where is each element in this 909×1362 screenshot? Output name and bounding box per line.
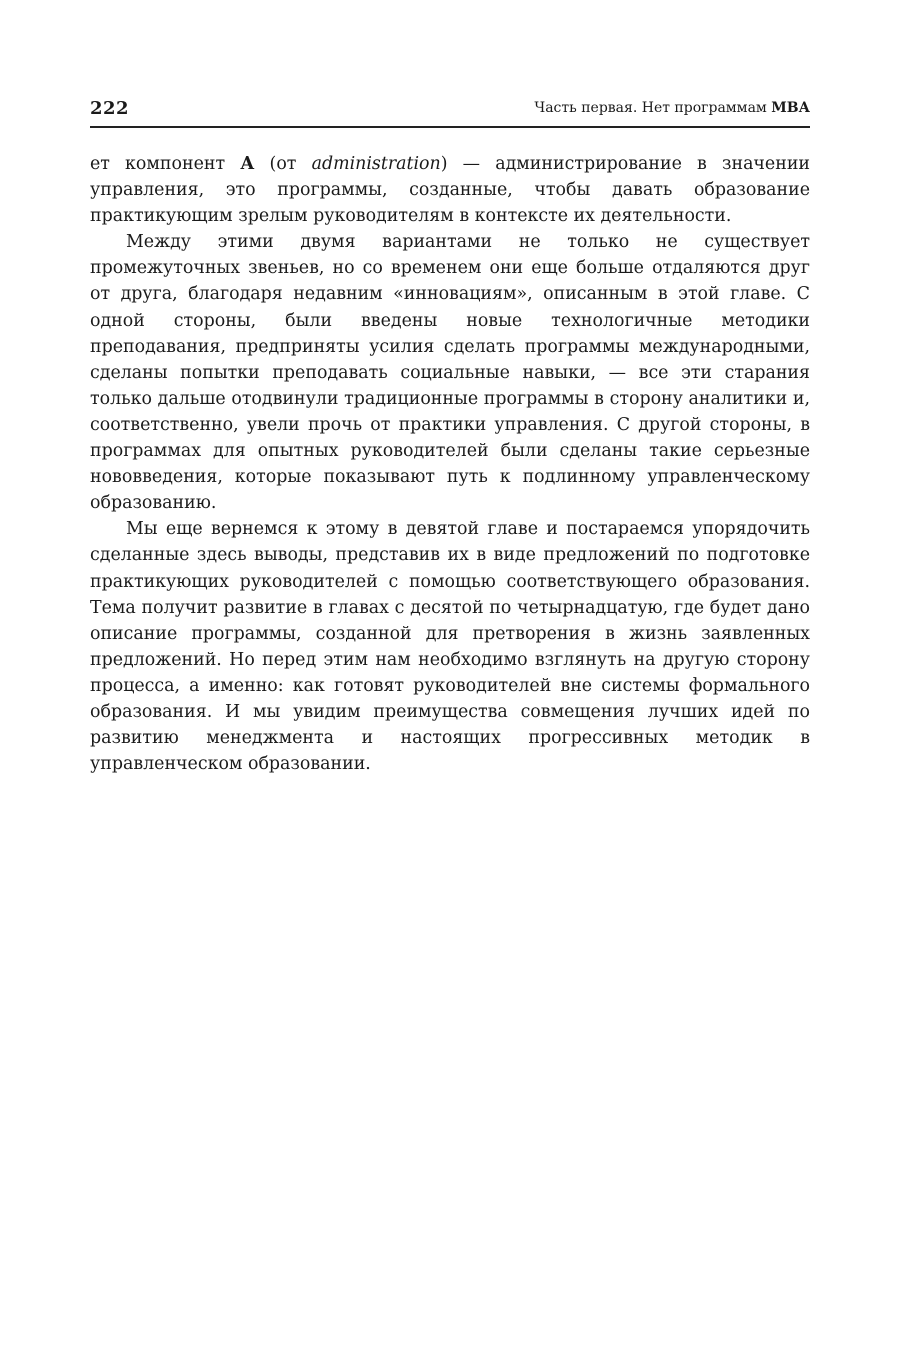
component-letter: А (240, 154, 255, 174)
header-divider (90, 126, 810, 128)
paragraph-1-text-a: ет компонент (90, 154, 241, 174)
running-header (90, 96, 810, 126)
running-title (534, 100, 810, 116)
paragraph-1-text-b: (от (254, 154, 312, 174)
page-number: 222 (90, 98, 130, 119)
paragraph-2: Между этими двумя вариантами не только не существует промежуточных звеньев, но со временем они еще больше отдаляются друг от друга, благодаря недавним «инновациям», описанным в этой главе. С одной стороны, были введены новые технологичные методики преподавания, предприняты усилия сделать программы международными, сделаны попытки преподавать социальные навыки, — все эти старания только дальше отодвинули традиционные программы в сторону аналитики и, соответственно, увели прочь от практики управления. С другой стороны, в программах для опытных руководителей были сделаны такие серьезные нововведения, которые показывают путь к подлинному управленческому образованию. (90, 232, 810, 514)
body-text (90, 151, 810, 777)
paragraph-3: Мы еще вернемся к этому в девятой главе и постараемся упорядочить сделанные здесь выводы, представив их в виде предложений по подготовке практикующих руководителей с помощью соответствующего образования. Тема получит развитие в главах с десятой по четырнадцатую, где будет дано описание программы, созданной для претворения в жизнь заявленных предложений. Но перед этим нам необходимо взглянуть на другую сторону процесса, а именно: как готовят руководителей вне системы формального образования. И мы увидим преимущества совмещения лучших идей по развитию менеджмента и настоящих прогрессивных методик в управленческом образовании. (90, 519, 810, 775)
paragraph-1 (90, 151, 810, 229)
italic-term: administration (311, 154, 441, 174)
running-title-bold: МВА (771, 100, 810, 116)
running-title-text: Часть первая. Нет программам (534, 100, 772, 116)
paragraph-1-text-c: ) — администрирование в значении управления, это программы, созданные, чтобы давать образование практикующим зрелым руководителям в контексте их деятельности. (90, 154, 810, 227)
book-page (90, 0, 810, 1362)
